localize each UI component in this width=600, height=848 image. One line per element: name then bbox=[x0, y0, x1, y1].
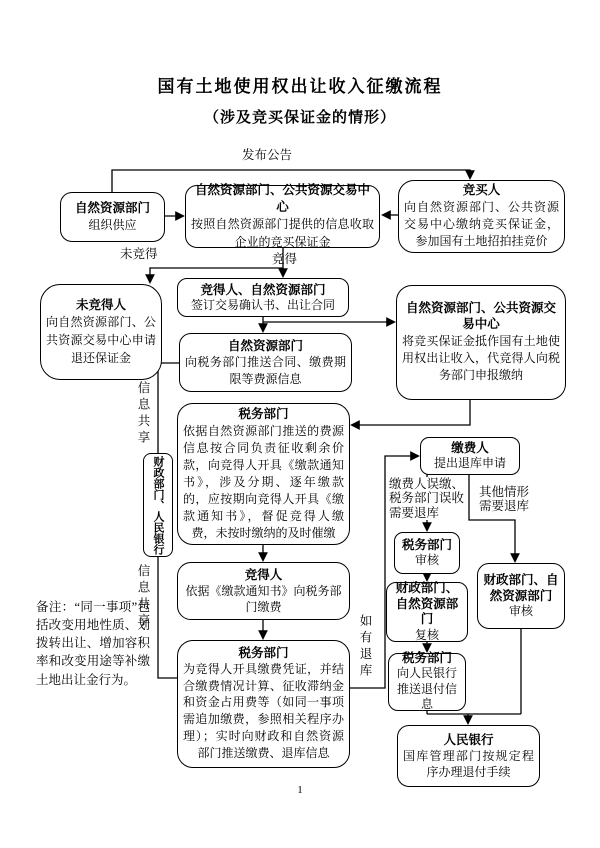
edge-label-other-refund: 其他情形需要退库 bbox=[479, 485, 530, 514]
box-loser-refund bbox=[40, 284, 162, 380]
box-title: 税务部门 bbox=[401, 651, 452, 666]
box-body: 按照自然资源部门提供的信息收取企业的竞买保证金 bbox=[191, 216, 374, 249]
edge-label-won: 竞得 bbox=[272, 252, 298, 266]
edge-label-not-won: 未竞得 bbox=[120, 247, 158, 261]
box-tax-review bbox=[394, 532, 460, 574]
box-title: 竞得人、自然资源部门 bbox=[200, 282, 326, 297]
box-push-fee-info bbox=[179, 333, 352, 392]
box-body: 审核 bbox=[508, 604, 533, 619]
box-title: 自然资源部门、公共资源交易中心 bbox=[194, 183, 370, 214]
box-title: 自然资源部门、公共资源交易中心 bbox=[405, 301, 556, 332]
box-payer-refund-request bbox=[420, 437, 520, 475]
box-finance-review bbox=[477, 563, 565, 629]
page-number: 1 bbox=[297, 784, 303, 796]
box-body: 审核 bbox=[414, 553, 439, 568]
box-body: 依据自然资源部门推送的费源信息按合同负责征收剩余价款，向竞得人开具《缴款通知书》，涉及分期、逐年缴款的，应按期向竞得人开具《缴款通知书》，督促竞得人缴费，未按时缴纳的及时催缴 bbox=[183, 423, 344, 540]
box-tax-collect bbox=[177, 403, 350, 545]
box-body: 向自然资源部门、公共资源交易中心缴纳竞买保证金，参加国有土地招拍挂竞价 bbox=[404, 199, 559, 249]
edge-label-info-share-top: 信息共享 bbox=[136, 381, 150, 447]
box-peoples-bank bbox=[397, 725, 540, 787]
box-body: 依据《缴款通知书》向税务部门缴费 bbox=[185, 583, 342, 615]
box-finance-recheck bbox=[386, 582, 468, 642]
box-title: 缴费人 bbox=[451, 441, 489, 456]
box-title: 竞得人 bbox=[244, 567, 283, 582]
box-natural-resources-supply bbox=[60, 192, 165, 242]
box-title: 财政部门、自然资源部门 bbox=[483, 572, 559, 604]
page-subtitle: （涉及竞买保证金的情形） bbox=[203, 110, 396, 126]
box-body: 向人民银行推送退付信息 bbox=[396, 666, 457, 712]
box-title: 竞买人 bbox=[462, 183, 501, 198]
footnote: 备注：“同一事项”包括改变用地性质、划拨转出让、增加容积率和改变用途等补缴土地出让金行为。 bbox=[36, 600, 150, 687]
edge-label-info-share-bottom: 信息共享 bbox=[136, 564, 150, 630]
box-body: 组织供应 bbox=[88, 218, 137, 233]
box-body: 提出退库申请 bbox=[433, 456, 506, 471]
box-title: 财政部门、自然资源部门 bbox=[395, 581, 459, 627]
box-body: 国库管理部门按规定程序办理退付手续 bbox=[403, 748, 534, 780]
box-title: 自然资源部门 bbox=[74, 200, 150, 215]
box-finance-pboc-vertical: 财政部门、人民银行 bbox=[143, 453, 173, 557]
box-offset-deposit bbox=[396, 285, 566, 400]
box-body: 为竞得人开具缴费凭证，并结合缴费情况计算、征收滞纳金和资金占用费等（如同一事项需追加缴费，参照相关程序办理）；实时向财政和自然资源部门推送缴费、退库信息 bbox=[183, 661, 344, 760]
box-title: 自然资源部门 bbox=[227, 339, 303, 354]
box-title: 税务部门 bbox=[401, 537, 452, 552]
box-body: 签订交易确认书、出让合同 bbox=[190, 297, 335, 312]
box-bidder bbox=[398, 180, 565, 253]
box-body: 复核 bbox=[414, 627, 439, 642]
box-tax-push-refund bbox=[388, 653, 466, 711]
edge-label-publish-notice: 发布公告 bbox=[241, 148, 292, 162]
box-body: 将竞买保证金抵作国有土地使用权出让收入，代竞得人向税务部门申报缴纳 bbox=[402, 333, 560, 383]
box-title: 人民银行 bbox=[443, 732, 494, 747]
edge-label-mispaid-refund: 缴费人误缴、税务部门误收需要退库 bbox=[389, 477, 467, 520]
box-collect-deposit bbox=[185, 185, 380, 248]
box-tax-voucher bbox=[177, 640, 350, 768]
box-body: 向自然资源部门、公共资源交易中心申请退还保证金 bbox=[46, 315, 156, 366]
box-title: 未竞得人 bbox=[75, 297, 126, 312]
edge-label-if-refund: 如有退库 bbox=[358, 614, 372, 680]
page-title: 国有土地使用权出让收入征缴流程 bbox=[157, 77, 443, 96]
box-winner-pay bbox=[177, 562, 350, 620]
box-title: 税务部门 bbox=[238, 646, 289, 661]
box-title: 税务部门 bbox=[238, 407, 289, 422]
box-body: 向税务部门推送合同、缴费期限等费源信息 bbox=[185, 355, 346, 386]
box-sign-contract bbox=[177, 278, 349, 317]
